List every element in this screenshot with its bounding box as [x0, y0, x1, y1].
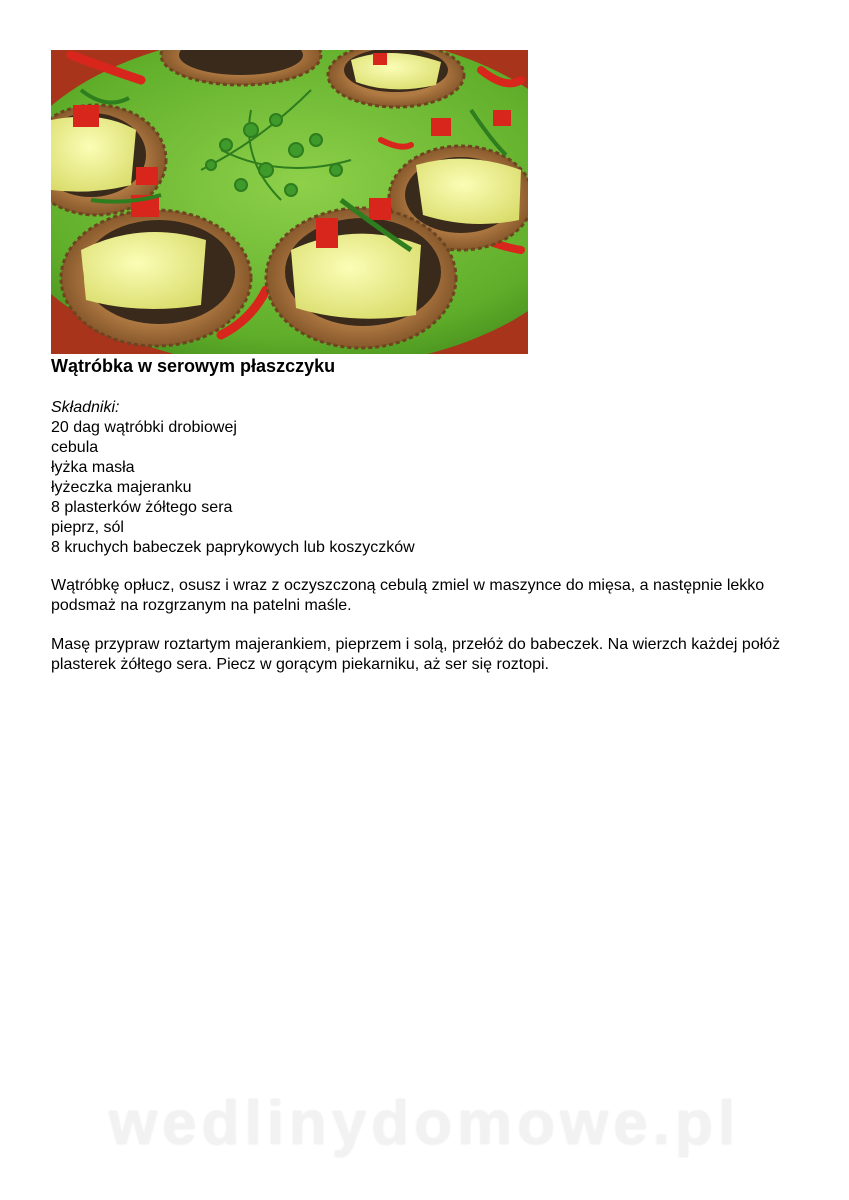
ingredient-item: 8 kruchych babeczek paprykowych lub koszyczków — [51, 539, 415, 556]
ingredient-item: pieprz, sól — [51, 519, 124, 536]
site-watermark: wedlinydomowe.pl — [108, 1089, 741, 1158]
ingredients-heading: Składniki: — [51, 399, 120, 416]
tartlets-illustration — [51, 50, 528, 354]
recipe-title: Wątróbka w serowym płaszczyku — [51, 356, 336, 376]
ingredient-item: cebula — [51, 439, 99, 456]
ingredients-list — [51, 418, 811, 558]
ingredient-item: 20 dag wątróbki drobiowej — [51, 419, 237, 436]
instructions-paragraph: Masę przypraw roztartym majerankiem, pieprzem i solą, przełóż do babeczek. Na wierzch każdej połóż plasterek żółtego sera. Piecz w gorącym piekarniku, aż ser się roztopi. — [51, 636, 781, 673]
recipe-photo — [51, 50, 528, 354]
instructions-paragraph: Wątróbkę opłucz, osusz i wraz z oczyszczoną cebulą zmiel w maszynce do mięsa, a następnie lekko podsmaż na rozgrzanym na patelni maśle. — [51, 577, 765, 614]
ingredient-item: łyżka masła — [51, 459, 135, 476]
ingredients-section — [51, 398, 811, 558]
ingredient-item: 8 plasterków żółtego sera — [51, 499, 233, 516]
ingredient-item: łyżeczka majeranku — [51, 479, 192, 496]
